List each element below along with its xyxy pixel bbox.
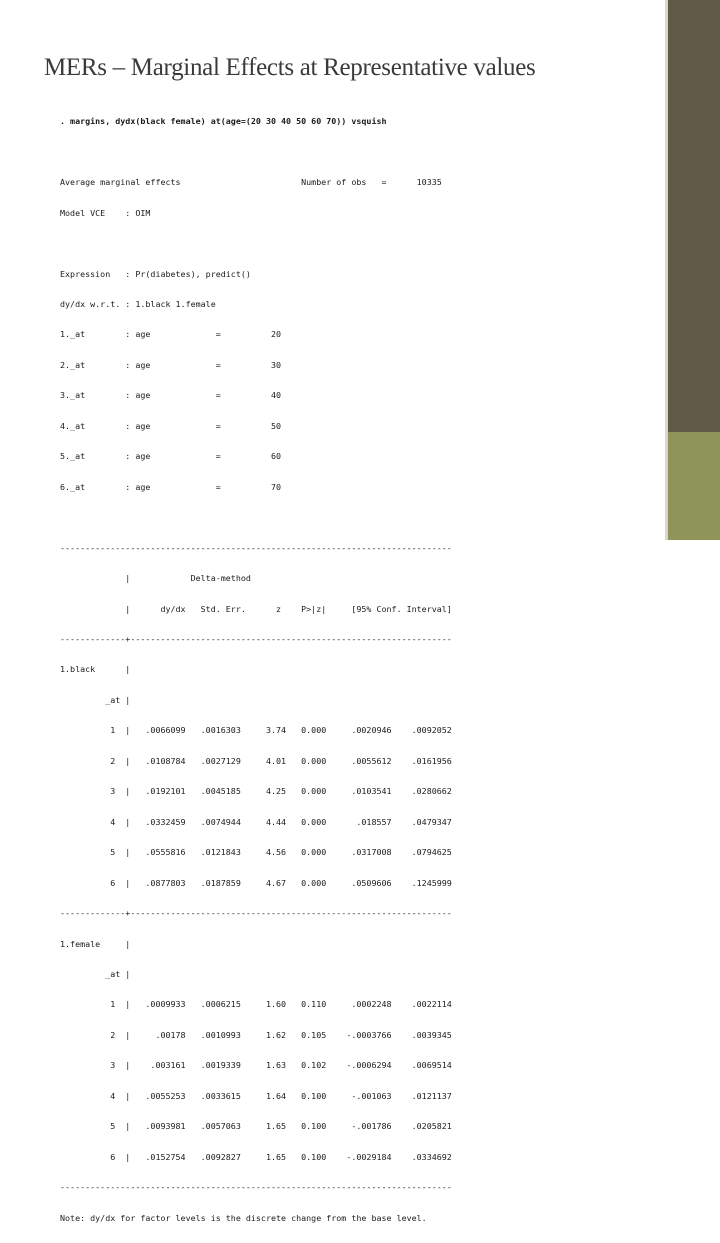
table-row: 1 | .0009933 .0006215 1.60 0.110 .0002248 .0022114 — [60, 999, 452, 1010]
table-header: | dy/dx Std. Err. z P>|z| [95% Conf. Interval] — [60, 603, 452, 614]
output-line — [60, 512, 530, 522]
table-row: 2 | .00178 .0010993 1.62 0.105 -.0003766 .0039345 — [60, 1029, 452, 1040]
table-rule: -------------+---------------------------------------------------------------- — [60, 634, 452, 645]
sidebar-dark-panel — [668, 0, 720, 432]
table-row: 2 | .0108784 .0027129 4.01 0.000 .0055612 .0161956 — [60, 755, 452, 766]
output-line-at-definition: 3._at : age = 40 — [60, 390, 282, 401]
table-rule: ------------------------------------------------------------------------------ — [60, 542, 452, 553]
table-rule: -------------+---------------------------------------------------------------- — [60, 908, 452, 919]
sidebar-accent-panel — [668, 432, 720, 540]
table-subgroup-label: _at | — [60, 969, 131, 979]
table-row: 6 | .0152754 .0092827 1.65 0.100 -.0029184 .0334692 — [60, 1151, 452, 1162]
table-rule: ------------------------------------------------------------------------------ — [60, 1182, 452, 1193]
table-row: 4 | .0332459 .0074944 4.44 0.000 .018557 .0479347 — [60, 816, 452, 827]
table-row: 1 | .0066099 .0016303 3.74 0.000 .0020946 .0092052 — [60, 725, 452, 736]
output-note: Note: dy/dx for factor levels is the discrete change from the base level. — [60, 1212, 427, 1223]
table-subgroup-label: _at | — [60, 694, 131, 705]
table-group-label: 1.female | — [60, 938, 131, 949]
output-line — [60, 238, 530, 248]
table-row: 6 | .0877803 .0187859 4.67 0.000 .0509606 .1245999 — [60, 877, 452, 888]
output-line-at-definition: 2._at : age = 30 — [60, 359, 282, 370]
output-line-at-definition: 1._at : age = 20 — [60, 329, 282, 340]
output-line-expression: Expression : Pr(diabetes), predict() — [60, 268, 251, 279]
stata-output — [60, 96, 530, 1243]
output-line-at-definition: 6._at : age = 70 — [60, 481, 282, 492]
table-group-label: 1.black | — [60, 664, 131, 675]
output-line-summary: Average marginal effects Number of obs = 10335 — [60, 177, 442, 188]
slide-title: MERs – Marginal Effects at Representative values — [44, 54, 536, 81]
table-row: 5 | .0555816 .0121843 4.56 0.000 .0317008 .0794625 — [60, 847, 452, 858]
output-line-at-definition: 5._at : age = 60 — [60, 451, 282, 462]
table-row: 3 | .0192101 .0045185 4.25 0.000 .0103541 .0280662 — [60, 786, 452, 797]
output-line-command: . margins, dydx(black female) at(age=(20 30 40 50 60 70)) vsquish — [60, 116, 387, 127]
output-line-at-definition: 4._at : age = 50 — [60, 420, 282, 431]
table-row: 4 | .0055253 .0033615 1.64 0.100 -.001063 .0121137 — [60, 1090, 452, 1101]
output-line — [60, 147, 530, 157]
output-line-model-vce: Model VCE : OIM — [60, 207, 151, 218]
table-row: 5 | .0093981 .0057063 1.65 0.100 -.001786 .0205821 — [60, 1121, 452, 1132]
table-row: 3 | .003161 .0019339 1.63 0.102 -.0006294 .0069514 — [60, 1060, 452, 1071]
output-line-dydx-wrt: dy/dx w.r.t. : 1.black 1.female — [60, 299, 216, 310]
table-header: | Delta-method — [60, 573, 251, 584]
